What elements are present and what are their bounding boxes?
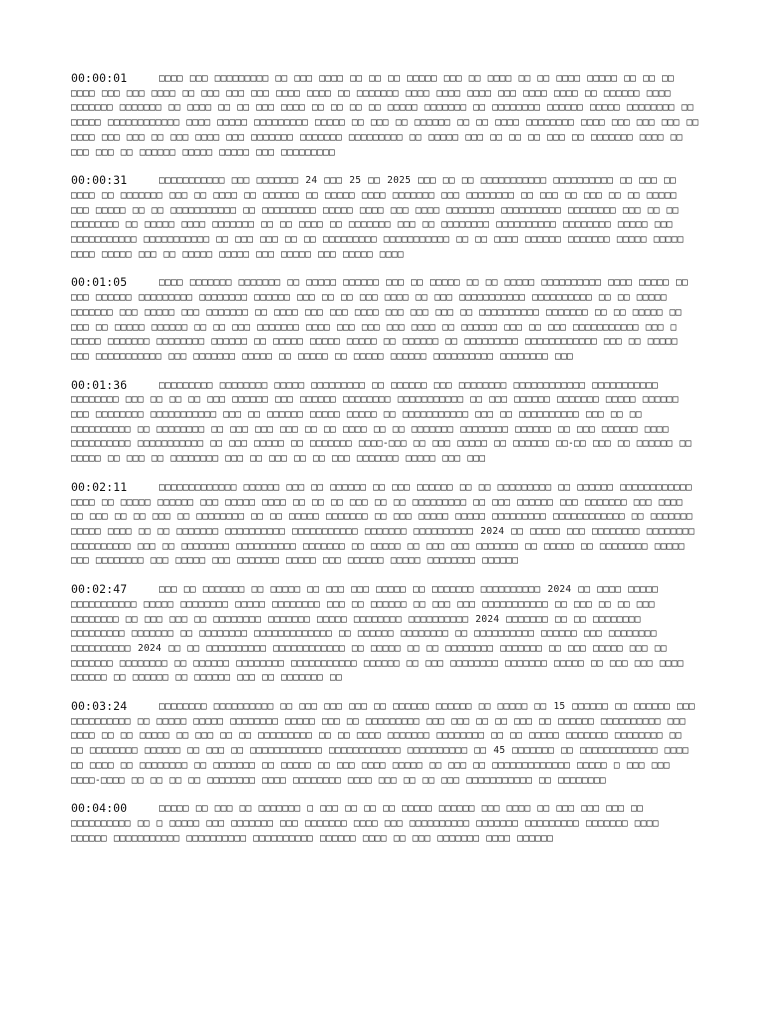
timestamp: 00:02:11 [71,479,128,494]
timestamp: 00:03:24 [71,699,128,714]
timestamp: 00:00:31 [71,173,128,188]
transcript-text: □□□□□□□□□□□□□ □□□□□□ □□□ □□ □□□□□□ □□ □□□ □□□□□□ □□ □□ □□□□□□□□□ □□ □□□□□□ □□□□□□□□□□□□ □□□□ □□ □□□□□ □□□□□□ □□□ □□□□□ □□□□ □□ □□ □□ □□□ □□ □□ □□□□□□□□□ □□ □□□ □□□□□□ □□□ □□□□□□□ □□□ □□□□ □□ □□□ □□ □□ □□□ □□ □□□□□□□□ □□ □□ □□□□□ □□□□□□□ □□ □□□ □□□□□ □□□□□ □□□□□□□□□ □□□□□□□□□□□□ □□ □□□□□□□ □□□□□ □□□□ □□ □□ □□□□□□□ □□□□□□□□□□ □□□□□□□□□□□ □□□□□□□ □□□□□□□□□□ 2024 □□ □□□□□ □□□ □□□□□□□□ □□□□□□□□ □□□□□□□□□□ □□□ □□ □□□□□□□□ □□□□□□□□□□ □□□□□□□ □□ □□□□□ □□ □□□ □□□ □□□□□□□ □□ □□□□□ □□ □□□□□□□□ □□□□□ □□□ □□□□□□□□ □□□ □□□□□ □□□ □□□□□□□ □□□□□ □□□ □□□□□□ □□□□□ □□□□□□□□ □□□□□□ [71,481,695,567]
transcript-entry [71,700,699,788]
timestamp: 00:00:01 [71,71,128,85]
transcript-entry [71,583,699,686]
transcript-entry [71,174,699,262]
timestamp: 00:01:05 [71,275,128,290]
transcript-text: □□□□□ □□ □□□ □□ □□□□□□□ □ □□□ □□ □□ □□ □□□□□ □□□□□□ □□□ □□□□ □□ □□□ □□□ □□□ □□ □□□□□□□□□□ □□ □ □□□□□ □□□ □□□□□□□ □□□ □□□□□□□ □□□□ □□□ □□□□□□□□□□ □□□□□□□ □□□□□□□□□ □□□□□□□ □□□□ □□□□□□ □□□□□□□□□□□ □□□□□□□□□□ □□□□□□□□□□ □□□□□□ □□□□ □□ □□□ □□□□□□□ □□□□ □□□□□□ [71,803,659,844]
transcript-entry [71,481,699,569]
transcript-entry [71,72,699,160]
transcript-text: □□□□□□□□□ □□□□□□□□ □□□□□ □□□□□□□□□ □□ □□□□□□ □□□ □□□□□□□□ □□□□□□□□□□□□ □□□□□□□□□□□ □□□□□□□□ □□□ □□ □□ □□ □□□ □□□□□□ □□□ □□□□□□ □□□□□□□□ □□□□□□□□□□□ □□ □□□ □□□□□□ □□□□□□□ □□□□□ □□□□□□ □□□ □□□□□□□□ □□□□□□□□□□□ □□□ □□ □□□□□□ □□□□□ □□□□□ □□ □□□□□□□□□□□ □□□ □□ □□□□□□□□□□ □□□ □□ □□ □□□□□□□□□□ □□ □□□□□□□□ □□ □□□ □□□ □□□ □□ □□ □□□□ □□ □□ □□□□□□□ □□□□□□□□ □□□□□□ □□ □□□ □□□□□□ □□□□ □□□□□□□□□□ □□□□□□□□□□□ □□ □□□ □□□□□ □□ □□□□□□□ □□□□-□□□ □□ □□□ □□□□□ □□ □□□□□□ □□-□□ □□□ □□ □□□□□□ □□ □□□□□ □□ □□□ □□ □□□□□□□□ □□□ □□ □□□ □□ □□ □□□ □□□□□□□ □□□□□ □□□ □□□ [71,379,692,465]
transcript-text: □□□ □□ □□□□□□□ □□ □□□□□ □□ □□□ □□□ □□□□□ □□ □□□□□□□ □□□□□□□□□□ 2024 □□ □□□□ □□□□□ □□□□□□□□□□□ □□□□□ □□□□□□□□ □□□□□ □□□□□□□□ □□□ □□ □□□□□□ □□ □□□ □□□ □□□□□□□□□□□ □□ □□□ □□ □□ □□□ □□□□□□□□ □□ □□□ □□□ □□ □□□□□□□□ □□□□□□□ □□□□□ □□□□□□□□ □□□□□□□□□□ 2024 □□□□□□□ □□ □□ □□□□□□□□ □□□□□□□□□ □□□□□□□ □□ □□□□□□□□ □□□□□□□□□□□□□ □□ □□□□□□ □□□□□□□□ □□ □□□□□□□□□□ □□□□□□ □□□ □□□□□□□□ □□□□□□□□□□ 2024 □□ □□ □□□□□□□□□□ □□□□□□□□□□□□ □□ □□□□□ □□ □□ □□□□□□□□ □□□□□□□ □□ □□□ □□□□□ □□□ □□ □□□□□□□ □□□□□□□□ □□ □□□□□□ □□□□□□□□ □□□□□□□□□□□ □□□□□□ □□ □□□ □□□□□□□□ □□□□□□□ □□□□□ □□ □□□ □□□ □□□□ □□□□□□ □□ □□□□□□ □□ □□□□□□ □□□ □□ □□□□□□□ □□ [71,584,684,684]
transcript-text: □□□□□□□□□□□ □□□ □□□□□□□ 24 □□□ 25 □□ 2025 □□□ □□ □□ □□□□□□□□□□□ □□□□□□□□□□ □□ □□□ □□ □□□□ □□ □□□□□□□ □□□ □□ □□□□ □□ □□□□□□ □□ □□□□□ □□□□ □□□□□□□ □□□ □□□□□□□□ □□ □□□ □□ □□□ □□ □□ □□□□□ □□□ □□□□□ □□ □□ □□□□□□□□□□□ □□ □□□□□□□□□ □□□□□ □□□□ □□□ □□□□ □□□□□□□□ □□□□□□□□□□ □□□□□□□□ □□□ □□ □□ □□□□□□□□ □□ □□□□□ □□□□ □□□□□□□ □□ □□ □□□□ □□ □□□□□□□ □□□ □□ □□□□□□□□ □□□□□□□□□□ □□□□□□□□ □□□□□ □□□ □□□□□□□□□□□ □□□□□□□□□□□ □□ □□□ □□□ □□ □□ □□□□□□□□□ □□□□□□□□□□□ □□ □□ □□□□ □□□□□□ □□□□□□□ □□□□□ □□□□□ □□□□ □□□□□ □□□ □□ □□□□□ □□□□□ □□□ □□□□□ □□□ □□□□□ □□□□ [71,175,684,260]
transcript [71,72,699,860]
timestamp: 00:04:00 [71,801,128,816]
transcript-entry [71,276,699,364]
transcript-text: □□□□□□□□ □□□□□□□□□□ □□ □□□ □□□ □□□ □□ □□□□□□ □□□□□□ □□ □□□□□ □□ 15 □□□□□□ □□ □□□□□□ □□□ □□□□□□□□□□ □□ □□□□□ □□□□□ □□□□□□□□ □□□□□ □□□ □□ □□□□□□□□□ □□□ □□□ □□ □□ □□□ □□ □□□□□□ □□□□□□□□□□ □□□ □□□□ □□ □□ □□□□□ □□ □□□ □□ □□ □□□□□□□□□ □□ □□ □□□□ □□□□□□□ □□□□□□□□ □□ □□ □□□□□ □□□□□□□ □□□□□□□□ □□ □□ □□□□□□□□ □□□□□□ □□ □□□ □□ □□□□□□□□□□□□ □□□□□□□□□□□□ □□□□□□□□□□ □□ 45 □□□□□□□ □□ □□□□□□□□□□□□□ □□□□ □□ □□□□ □□ □□□□□□□□ □□ □□□□□□□ □□ □□□□□ □□ □□□ □□□□ □□□□□ □□ □□□ □□ □□□□□□□□□□□□□ □□□□□ □ □□□ □□□ □□□□-□□□□ □□ □□ □□ □□ □□□□□□□□ □□□□ □□□□□□□□ □□□□ □□□ □□ □□ □□□ □□□□□□□□□□□ □□ □□□□□□□□ [71,701,695,786]
transcript-entry [71,379,699,467]
timestamp: 00:02:47 [71,582,128,597]
transcript-text: □□□□ □□□ □□□□□□□□□ □□ □□□ □□□□ □□ □□ □□ □□□□□ □□□ □□ □□□□ □□ □□ □□□□ □□□□□ □□ □□ □□ □□□□ □□□ □□□ □□□□ □□ □□□ □□□ □□□ □□□□ □□□□ □□ □□□□□□□ □□□□ □□□□ □□□□ □□□ □□□□ □□□□ □□ □□□□□□ □□□□ □□□□□□□ □□□□□□□ □□ □□□□ □□ □□ □□□ □□□□ □□ □□ □□ □□ □□□□□ □□□□□□□ □□ □□□□□□□□ □□□□□□ □□□□□ □□□□□□□□ □□ □□□□□ □□□□□□□□□□□□ □□□□ □□□□□ □□□□□□□□□ □□□□□ □□ □□□ □□ □□□□□□ □□ □□ □□□□ □□□□□□□□ □□□□ □□□ □□□ □□□ □□ □□□□ □□□ □□□ □□ □□□ □□□□ □□□ □□□□□□□ □□□□□□□ □□□□□□□□□ □□ □□□□□ □□□ □□ □□ □□ □□□ □□ □□□□□□□ □□□□ □□ □□□ □□□ □□ □□□□□□ □□□□□ □□□□□ □□□ □□□□□□□□□ [71,73,699,158]
timestamp: 00:01:36 [71,377,128,392]
transcript-entry [71,802,699,846]
transcript-text: □□□□ □□□□□□□ □□□□□□□ □□ □□□□□ □□□□□□ □□□ □□ □□□□□ □□ □□ □□□□□ □□□□□□□□□□ □□□□ □□□□□ □□ □□□ □□□□□□ □□□□□□□□□ □□□□□□□□ □□□□□□ □□□ □□ □□ □□□ □□□□ □□ □□□ □□□□□□□□□□□ □□□□□□□□□□ □□ □□ □□□□□ □□□□□□□ □□□ □□□□□ □□□ □□□□□□□ □□ □□□□ □□□ □□□ □□□□ □□□ □□□ □□□ □□ □□□□□□□□□□ □□□□□□□ □□ □□ □□□□□ □□ □□□ □□ □□□□□ □□□□□□ □□ □□ □□□ □□□□□□□ □□□□ □□□ □□□ □□□ □□□□ □□ □□□□□□ □□□ □□ □□□ □□□□□□□□□□□ □□□ □ □□□□□ □□□□□□□ □□□□□□□□ □□□□□□ □□ □□□□□ □□□□□ □□□□□ □□ □□□□□□ □□ □□□□□□□□□ □□□□□□□□□□□□ □□□ □□ □□□□□ □□□ □□□□□□□□□□□ □□□ □□□□□□□ □□□□□ □□ □□□□□ □□ □□□□□ □□□□□□ □□□□□□□□□□ □□□□□□□□ □□□ [71,277,688,362]
